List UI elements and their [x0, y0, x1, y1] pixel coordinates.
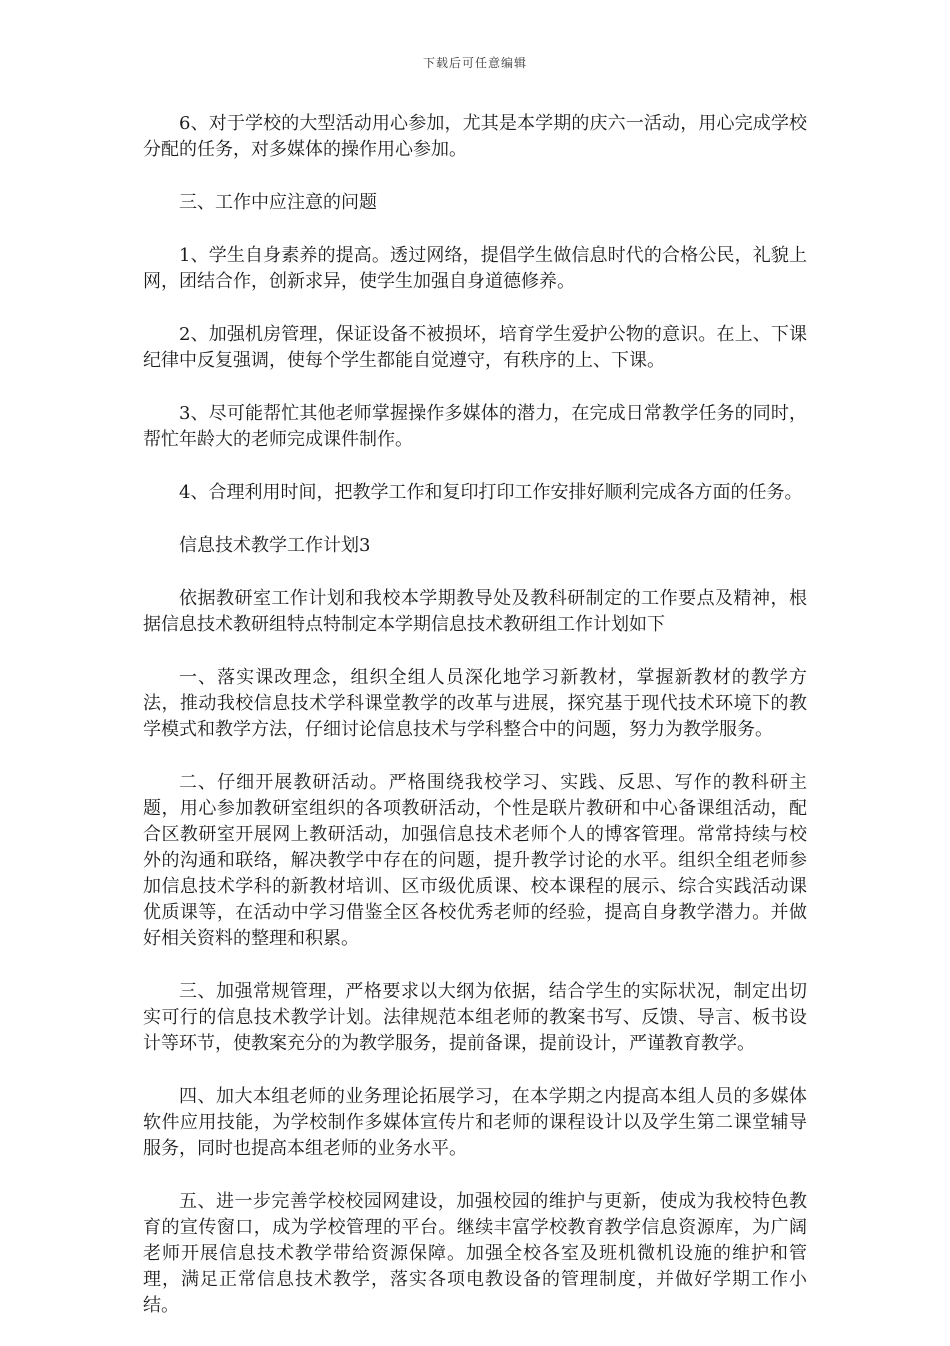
plan-3-intro: 依据教研室工作计划和我校本学期教导处及教科研制定的工作要点及精神，根据信息技术教研组特点特制定本学期信息技术教研组工作计划如下: [143, 588, 807, 635]
paragraph-issue-2: 2、加强机房管理，保证设备不被损坏，培育学生爱护公物的意识。在上、下课纪律中反复强调，使每个学生都能自觉遵守，有秩序的上、下课。: [143, 324, 807, 371]
paragraph-item-6: 6、对于学校的大型活动用心参加，尤其是本学期的庆六一活动，用心完成学校分配的任务，对多媒体的操作用心参加。: [143, 113, 807, 160]
section-heading-issues: 三、工作中应注意的问题: [179, 192, 377, 213]
document-body: [143, 111, 807, 1346]
plan-3-title: 信息技术教学工作计划3: [179, 535, 371, 556]
plan-3-point-3: 三、加强常规管理，严格要求以大纲为依据，结合学生的实际状况，制定出切实可行的信息技术教学计划。法律规范本组老师的教案书写、反馈、导言、板书设计等环节，使教案充分的为教学服务，提前备课，提前设计，严谨教育教学。: [143, 981, 807, 1054]
plan-3-point-4: 四、加大本组老师的业务理论拓展学习，在本学期之内提高本组人员的多媒体软件应用技能，为学校制作多媒体宣传片和老师的课程设计以及学生第二课堂辅导服务，同时也提高本组老师的业务水平。: [143, 1086, 807, 1159]
paragraph-issue-4: 4、合理利用时间，把教学工作和复印打印工作安排好顺利完成各方面的任务。: [179, 482, 803, 503]
page-header: 下载后可任意编辑: [422, 56, 527, 70]
plan-3-point-5: 五、进一步完善学校校园网建设，加强校园的维护与更新，使成为我校特色教育的宣传窗口，成为学校管理的平台。继续丰富学校教育教学信息资源库，为广阔老师开展信息技术教学带给资源保障。加强全校各室及班机微机设施的维护和管理，满足正常信息技术教学，落实各项电教设备的管理制度，并做好学期工作小结。: [143, 1191, 807, 1316]
plan-3-point-1: 一、落实课改理念，组织全组人员深化地学习新教材，掌握新教材的教学方法，推动我校信息技术学科课堂教学的改革与进展，探究基于现代技术环境下的教学模式和教学方法，仔细讨论信息技术与学科整合中的问题，努力为教学服务。: [143, 667, 807, 740]
paragraph-issue-1: 1、学生自身素养的提高。透过网络，提倡学生做信息时代的合格公民，礼貌上网，团结合作，创新求异，使学生加强自身道德修养。: [143, 245, 807, 292]
plan-3-point-2: 二、仔细开展教研活动。严格围绕我校学习、实践、反思、写作的教科研主题，用心参加教研室组织的各项教研活动，个性是联片教研和中心备课组活动，配合区教研室开展网上教研活动，加强信息技术老师个人的博客管理。常常持续与校外的沟通和联络，解决教学中存在的问题，提升教学讨论的水平。组织全组老师参加信息技术学科的新教材培训、区市级优质课、校本课程的展示、综合实践活动课优质课等，在活动中学习借鉴全区各校优秀老师的经验，提高自身教学潜力。并做好相关资料的整理和积累。: [143, 772, 807, 949]
paragraph-issue-3: 3、尽可能帮忙其他老师掌握操作多媒体的潜力，在完成日常教学任务的同时，帮忙年龄大的老师完成课件制作。: [143, 403, 807, 450]
